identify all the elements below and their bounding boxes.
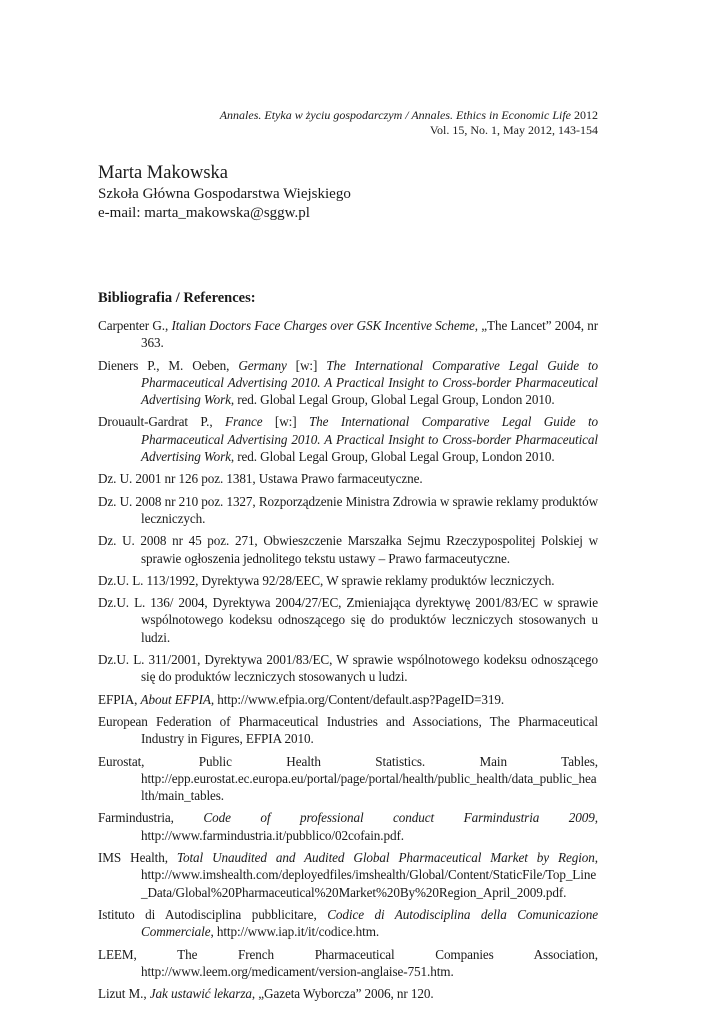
volume-info: Vol. 15, No. 1, May 2012, 143-154: [429, 123, 598, 137]
journal-title: Annales. Etyka w życiu gospodarczym / Annales. Ethics in Economic Life: [219, 108, 571, 122]
reference-entry: [98, 985, 598, 1002]
reference-text: Dieners P., M. Oeben,: [98, 357, 239, 373]
reference-entry: [98, 753, 598, 805]
reference-text: Drouault-Gardrat P.,: [98, 414, 225, 430]
reference-title: The International Comparative Legal Guide to Pharmaceutical Advertising 2010. A Practical Insight to Cross-border Pharmaceutical Advertising Work: [141, 414, 598, 465]
reference-title: Codice di Autodisciplina della Comunicazione Commerciale: [141, 906, 598, 940]
reference-entry: [98, 572, 598, 589]
reference-text: Eurostat, Public Health Statistics. Main Tables, http://epp.eurostat.ec.europa.eu/portal/page/portal/health/public_health/data_public_health/main_tables.: [98, 753, 598, 804]
reference-entry: [98, 713, 598, 748]
reference-text: , „The Lancet” 2004, nr 363.: [141, 318, 598, 351]
running-header: [220, 108, 598, 138]
reference-text: Istituto di Autodisciplina pubblicitare,: [98, 906, 328, 922]
reference-text: Dz.U. L. 136/ 2004, Dyrektywa 2004/27/EC, Zmieniająca dyrektywę 2001/83/EC w sprawie wspólnotowego kodeksu odnoszącego się do produktów leczniczych stosowanych u ludzi.: [98, 595, 598, 645]
reference-title: France: [225, 414, 263, 430]
reference-entry: [98, 651, 598, 686]
reference-title: The International Comparative Legal Guide to Pharmaceutical Advertising 2010. A Practical Insight to Cross-border Pharmaceutical Advertising Work: [141, 357, 598, 408]
author-block: [98, 161, 351, 223]
reference-entry: [98, 470, 598, 487]
reference-text: Dz.U. L. 113/1992, Dyrektywa 92/28/EEC, W sprawie reklamy produktów leczniczych.: [98, 572, 555, 588]
reference-entry: [98, 906, 598, 941]
reference-entry: [98, 493, 598, 528]
reference-text: Lizut M.,: [98, 986, 150, 1002]
author-affiliation: Szkoła Główna Gospodarstwa Wiejskiego: [98, 186, 351, 202]
reference-text: , „Gazeta Wyborcza” 2006, nr 120.: [251, 986, 434, 1002]
reference-entry: [98, 691, 598, 708]
bibliography-heading: Bibliografia / References:: [98, 290, 256, 306]
reference-text: Dz. U. 2008 nr 45 poz. 271, Obwieszczenie Marszałka Sejmu Rzeczypospolitej Polskiej w sprawie ogłoszenia jednolitego tekstu ustawy – Prawo farmaceutyczne.: [98, 533, 598, 566]
reference-entry: [98, 532, 598, 567]
reference-text: Carpenter G.,: [98, 318, 172, 333]
reference-entry: [98, 317, 598, 352]
reference-text: EFPIA,: [98, 691, 141, 707]
author-name: Marta Makowska: [98, 163, 228, 183]
reference-text: Dz. U. 2008 nr 210 poz. 1327, Rozporządzenie Ministra Zdrowia w sprawie reklamy produktów leczniczych.: [98, 493, 598, 526]
reference-title: Germany: [238, 357, 287, 373]
reference-title: Total Unaudited and Audited Global Pharmaceutical Market by Region: [176, 850, 595, 866]
reference-text: [w:]: [262, 414, 309, 430]
reference-text: [w:]: [286, 357, 327, 373]
reference-text: IMS Health,: [98, 850, 177, 866]
reference-text: , http://www.efpia.org/Content/default.asp?PageID=319.: [210, 691, 505, 707]
reference-entry: [98, 594, 598, 646]
reference-text: , red. Global Legal Group, Global Legal Group, London 2010.: [230, 392, 555, 408]
reference-entry: [98, 357, 598, 409]
reference-text: , http://www.farmindustria.it/pubblico/02cofain.pdf.: [141, 810, 598, 843]
journal-citation-line: [220, 108, 598, 123]
reference-title: Code of professional conduct Farmindustria 2009: [203, 810, 595, 826]
reference-title: Italian Doctors Face Charges over GSK Incentive Scheme: [171, 318, 475, 333]
reference-entry: [98, 809, 598, 844]
reference-title: Jak ustawić lekarza: [149, 986, 252, 1002]
reference-text: European Federation of Pharmaceutical Industries and Associations, The Pharmaceutical Industry in Figures, EFPIA 2010.: [98, 713, 598, 747]
reference-text: Dz. U. 2001 nr 126 poz. 1381, Ustawa Prawo farmaceutyczne.: [98, 471, 423, 487]
reference-entry: [98, 946, 598, 981]
author-email: e-mail: marta_makowska@sggw.pl: [98, 205, 310, 221]
reference-text: Dz.U. L. 311/2001, Dyrektywa 2001/83/EC, W sprawie wspólnotowego kodeksu odnoszącego się do produktów leczniczych stosowanych u ludzi.: [98, 652, 598, 685]
reference-entry: [98, 849, 598, 901]
reference-title: About EFPIA: [140, 691, 211, 707]
reference-entry: [98, 413, 598, 465]
reference-text: , http://www.iap.it/it/codice.htm.: [210, 924, 380, 940]
reference-text: , red. Global Legal Group, Global Legal Group, London 2010.: [230, 449, 555, 465]
reference-text: , http://www.imshealth.com/deployedfiles/imshealth/Global/Content/StaticFile/Top_Line_Data/Global%20Pharmaceutical%20Market%20By%20Region_April_2009.pdf.: [141, 850, 598, 900]
reference-text: LEEM, The French Pharmaceutical Companies Association, http://www.leem.org/medicament/version-anglaise-751.htm.: [98, 946, 598, 979]
journal-year: 2012: [574, 108, 598, 122]
reference-text: Farmindustria,: [98, 810, 204, 826]
reference-list: [98, 317, 598, 1007]
